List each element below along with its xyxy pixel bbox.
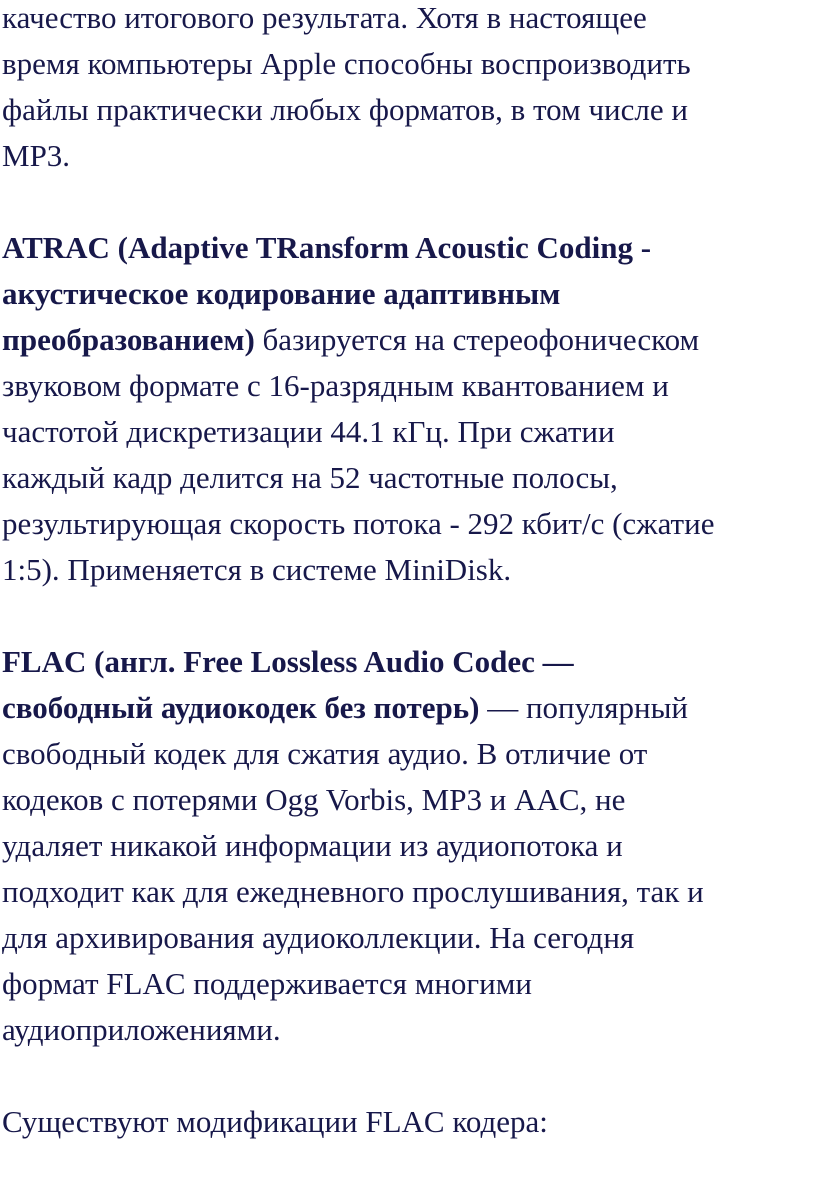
text-line: аудиоприложениями.	[2, 1012, 281, 1047]
atrac-mixed-line	[2, 317, 814, 363]
text-line: частотой дискретизации 44.1 кГц. При сжатии	[2, 414, 615, 449]
paragraph-flac	[2, 639, 814, 1053]
text-line: подходит как для ежедневного прослушивания, так и	[2, 874, 704, 909]
flac-heading-line-2: свободный аудиокодек без потерь)	[2, 690, 480, 725]
document-page	[2, 0, 814, 1191]
atrac-heading-line-3: преобразованием)	[2, 322, 255, 357]
flac-heading-line-1: FLAC (англ. Free Lossless Audio Codec —	[2, 644, 574, 679]
text-line: Существуют модификации FLAC кодера:	[2, 1104, 548, 1139]
text-line: звуковом формате с 16-разрядным квантованием и	[2, 368, 669, 403]
text-line: формат FLAC поддерживается многими	[2, 966, 532, 1001]
text-line: 1:5). Применяется в системе MiniDisk.	[2, 552, 512, 587]
paragraph-atrac	[2, 225, 814, 593]
flac-line-2-rest: — популярный	[479, 690, 688, 725]
text-line: время компьютеры Apple способны воспроизводить	[2, 46, 691, 81]
flac-mixed-line	[2, 685, 814, 731]
paragraph-intro	[2, 0, 814, 179]
text-line: удаляет никакой информации из аудиопотока и	[2, 828, 623, 863]
atrac-heading-line-2: акустическое кодирование адаптивным	[2, 276, 561, 311]
text-line: каждый кадр делится на 52 частотные полосы,	[2, 460, 618, 495]
atrac-heading-line-1: ATRAC (Adaptive TRansform Acoustic Coding -	[2, 230, 652, 265]
text-line: качество итогового результата. Хотя в настоящее	[2, 0, 647, 35]
paragraph-modifications	[2, 1099, 814, 1145]
atrac-line-3-rest: базируется на стереофоническом	[254, 322, 700, 357]
text-line: кодеков с потерями Ogg Vorbis, MP3 и AAC, не	[2, 782, 626, 817]
text-line: для архивирования аудиоколлекции. На сегодня	[2, 920, 635, 955]
text-line: файлы практически любых форматов, в том числе и	[2, 92, 688, 127]
text-line: результирующая скорость потока - 292 кбит/с (сжатие	[2, 506, 715, 541]
text-line: MP3.	[2, 138, 71, 173]
text-line: свободный кодек для сжатия аудио. В отличие от	[2, 736, 648, 771]
